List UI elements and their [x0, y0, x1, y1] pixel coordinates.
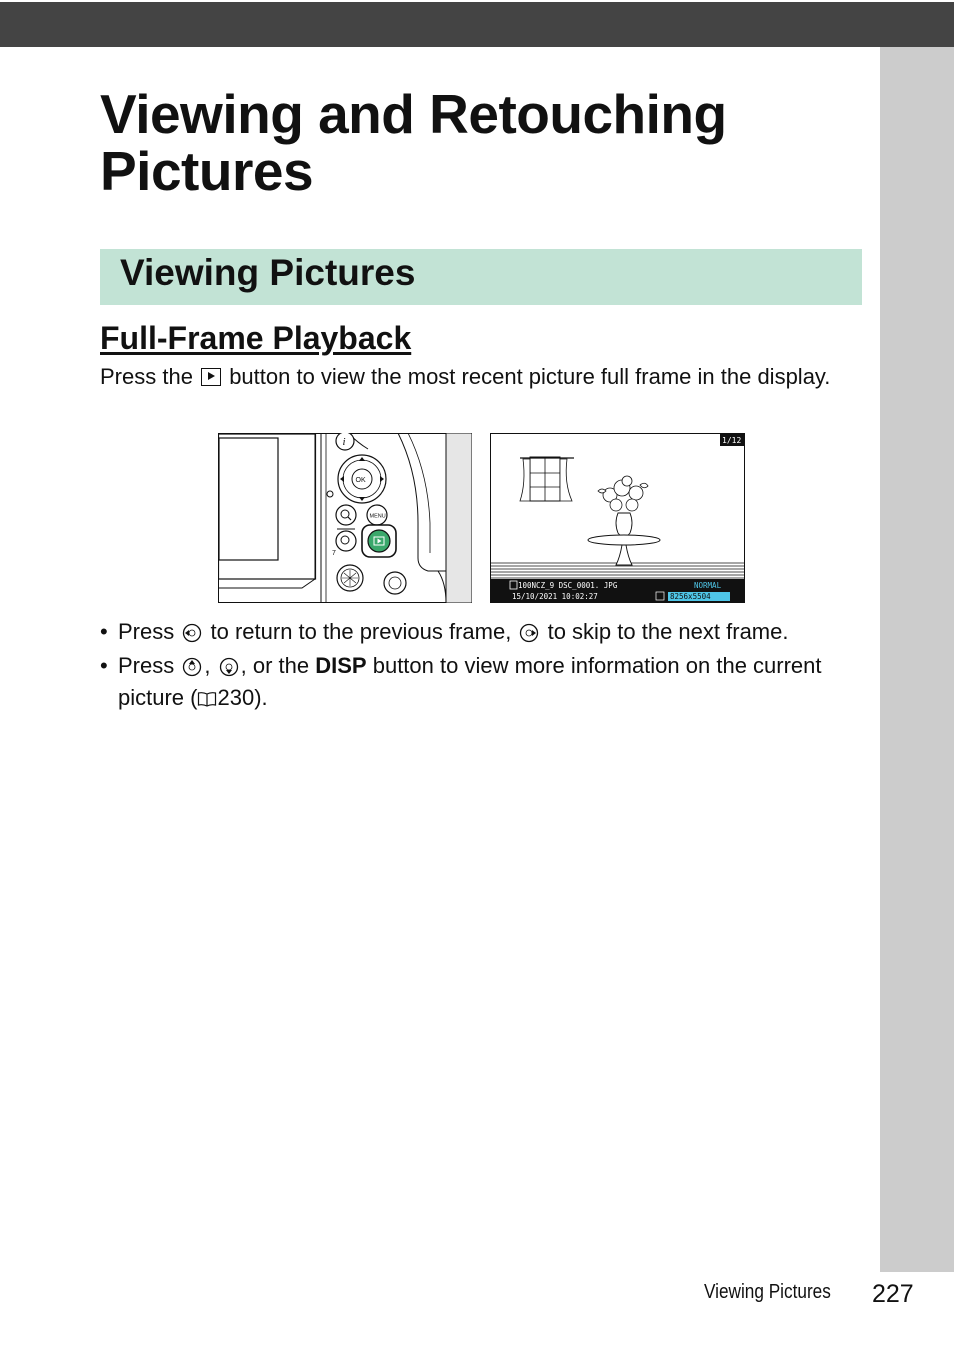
- chapter-title: Viewing and Retouching Pictures: [100, 83, 727, 202]
- frame-counter: 1/12: [722, 436, 742, 445]
- page-reference-icon: [197, 691, 217, 707]
- bullet-text: ,: [204, 653, 211, 678]
- page-number: 227: [872, 1280, 914, 1308]
- camera-back-illustration: [218, 433, 472, 603]
- intro-text-after: button to view the most recent picture full frame in the display.: [229, 364, 831, 389]
- section-title: Viewing Pictures: [120, 252, 416, 293]
- image-size: 8256x5504: [670, 592, 711, 601]
- date-time: 15/10/2021 10:02:27: [512, 592, 598, 601]
- footer-section-label: Viewing Pictures: [704, 1281, 831, 1303]
- multi-selector-up-icon: [182, 657, 202, 677]
- bullet-text: , or the: [240, 653, 310, 678]
- multi-selector-left-icon: [182, 623, 202, 643]
- ok-button-label: OK: [355, 477, 366, 484]
- top-bar: [0, 2, 954, 47]
- folder-file-name: 100NCZ_9 DSC_0001. JPG: [518, 581, 618, 590]
- chapter-side-tab: [880, 47, 954, 1272]
- bullet-text: to skip to the next frame.: [547, 619, 789, 644]
- intro-paragraph: [100, 361, 860, 392]
- bullet-text: ).: [254, 685, 268, 710]
- menu-button-label: MENU: [369, 513, 386, 520]
- disp-button-label: DISP: [315, 653, 367, 678]
- image-quality: NORMAL: [694, 581, 722, 590]
- list-item: [100, 650, 870, 714]
- section-header: [100, 249, 862, 305]
- bullet-text: Press: [118, 619, 175, 644]
- multi-selector-right-icon: [519, 623, 539, 643]
- list-item: [100, 616, 870, 648]
- bullet-text: Press: [118, 653, 175, 678]
- page-reference-number[interactable]: 230: [217, 685, 255, 710]
- intro-text-before: Press the: [100, 364, 193, 389]
- instruction-list: [100, 616, 870, 716]
- playback-screen-illustration: [490, 433, 745, 603]
- multi-selector-down-icon: [219, 657, 239, 677]
- side-number: 7: [332, 550, 336, 557]
- svg-text:i: i: [342, 436, 346, 448]
- bullet-text: to return to the previous frame,: [210, 619, 512, 644]
- subsection-title: Full-Frame Playback: [100, 320, 412, 356]
- bullet-text: button to view more information on the current picture (: [118, 653, 822, 710]
- playback-button-icon: [201, 368, 221, 386]
